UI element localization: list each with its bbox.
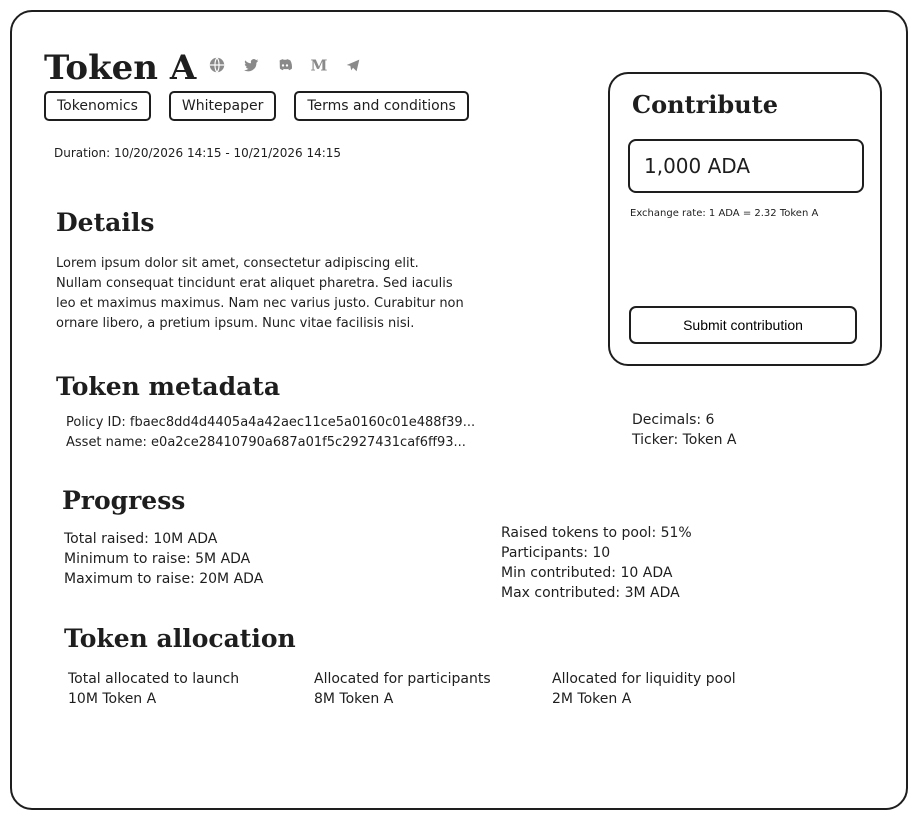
- progress-left: [64, 529, 263, 589]
- details-line: ornare libero, a pretium ipsum. Nunc vitae facilisis nisi.: [56, 316, 415, 331]
- whitepaper-button[interactable]: Whitepaper: [169, 91, 276, 121]
- progress-right: [501, 523, 692, 603]
- minimum-to-raise: Minimum to raise: 5M ADA: [64, 551, 251, 567]
- asset-name: Asset name: e0a2ce28410790a687a01f5c2927431caf6ff93...: [66, 435, 466, 450]
- allocation-value: 8M Token A: [314, 691, 394, 707]
- allocation-label: Allocated for participants: [314, 671, 491, 687]
- total-raised: Total raised: 10M ADA: [64, 531, 218, 547]
- details-line: leo et maximus maximus. Nam nec varius justo. Curabitur non: [56, 296, 464, 311]
- progress-heading: Progress: [62, 486, 186, 515]
- details-line: Nullam consequat tincidunt erat aliquet pharetra. Sed iaculis: [56, 276, 453, 291]
- raised-to-pool: Raised tokens to pool: 51%: [501, 525, 692, 541]
- allocation-item: [314, 669, 491, 709]
- page-title: Token A: [44, 48, 197, 88]
- exchange-rate: Exchange rate: 1 ADA = 2.32 Token A: [630, 208, 819, 219]
- submit-contribution-button[interactable]: Submit contribution: [629, 306, 857, 344]
- contribution-amount-input[interactable]: [628, 139, 864, 193]
- allocation-label: Total allocated to launch: [68, 671, 240, 687]
- details-text: [56, 254, 464, 334]
- medium-icon[interactable]: [310, 56, 328, 74]
- policy-id: Policy ID: fbaec8dd4d4405a4a42aec11ce5a0160c01e488f39...: [66, 415, 476, 430]
- telegram-icon[interactable]: [344, 56, 362, 74]
- participants: Participants: 10: [501, 545, 611, 561]
- min-contributed: Min contributed: 10 ADA: [501, 565, 673, 581]
- metadata-ids: [66, 413, 475, 453]
- metadata-heading: Token metadata: [56, 372, 281, 401]
- max-contributed: Max contributed: 3M ADA: [501, 585, 680, 601]
- details-heading: Details: [56, 208, 155, 237]
- globe-icon[interactable]: [208, 56, 226, 74]
- allocation-value: 2M Token A: [552, 691, 632, 707]
- maximum-to-raise: Maximum to raise: 20M ADA: [64, 571, 264, 587]
- social-links: [208, 56, 362, 74]
- allocation-value: 10M Token A: [68, 691, 157, 707]
- svg-text:M: M: [310, 56, 328, 74]
- allocation-item: [552, 669, 736, 709]
- tokenomics-button[interactable]: Tokenomics: [44, 91, 151, 121]
- terms-button[interactable]: Terms and conditions: [294, 91, 469, 121]
- discord-icon[interactable]: [276, 56, 294, 74]
- details-line: Lorem ipsum dolor sit amet, consectetur adipiscing elit.: [56, 256, 419, 271]
- metadata-extra: [632, 410, 736, 450]
- allocation-item: [68, 669, 239, 709]
- twitter-icon[interactable]: [242, 56, 260, 74]
- header-buttons: [44, 91, 469, 121]
- decimals: Decimals: 6: [632, 412, 715, 428]
- contribute-heading: Contribute: [632, 90, 778, 119]
- sale-duration: Duration: 10/20/2026 14:15 - 10/21/2026 14:15: [54, 146, 342, 160]
- allocation-label: Allocated for liquidity pool: [552, 671, 736, 687]
- allocation-heading: Token allocation: [64, 624, 296, 653]
- ticker: Ticker: Token A: [632, 432, 737, 448]
